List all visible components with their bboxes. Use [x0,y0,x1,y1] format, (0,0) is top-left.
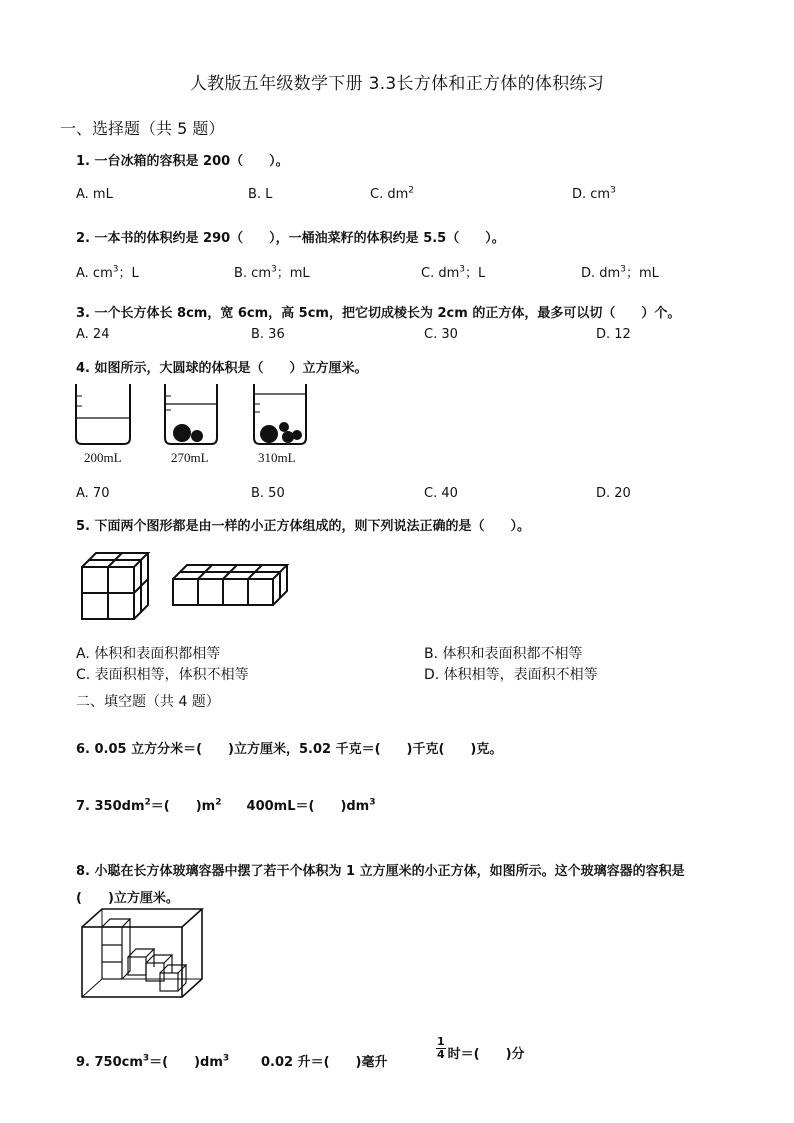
q7-part2-pre: 400mL＝( )dm [246,799,370,814]
q9-part1-post: ＝( )dm [149,1055,223,1070]
question-9-part3 [436,1036,525,1062]
q4-option-d[interactable]: D. 20 [596,486,631,501]
q2-option-c-post: ；L [465,266,486,281]
question-8-line1: 8. 小聪在长方体玻璃容器中摆了若干个体积为 1 立方厘米的小正方体，如图所示。这个玻璃容器的容积是 [76,864,685,879]
question-7 [76,795,376,814]
q3-option-d[interactable]: D. 12 [596,327,631,342]
q2-option-d-pre: D. dm [581,266,621,281]
q1-option-d[interactable] [572,187,616,202]
q1-option-a[interactable]: A. mL [76,187,113,202]
q2-option-c-pre: C. dm [421,266,460,281]
q4-option-b[interactable]: B. 50 [251,486,285,501]
beaker-label-3: 310mL [258,450,296,465]
superscript-3: 3 [610,185,616,196]
question-9-part2: 0.02 升＝( )毫升 [261,1055,388,1070]
question-1-stem: 1. 一台冰箱的容积是 200（ ）。 [76,154,289,169]
q1-option-d-text: D. cm [572,187,611,202]
q2-option-d-post: ；mL [625,266,659,281]
superscript-3: 3 [142,1053,150,1064]
q5-option-b[interactable]: B. 体积和表面积都不相等 [424,646,583,662]
superscript-2: 2 [215,797,222,808]
q2-option-b[interactable] [234,262,310,281]
cube-figures [76,545,296,625]
q4-option-a[interactable]: A. 70 [76,486,110,501]
q5-option-a[interactable]: A. 体积和表面积都相等 [76,646,221,662]
question-8-line2: ( )立方厘米。 [76,891,179,906]
superscript-3: 3 [369,797,376,808]
beaker-310ml [254,384,306,444]
superscript-2: 2 [408,185,414,196]
question-4-stem: 4. 如图所示，大圆球的体积是（ ）立方厘米。 [76,361,368,376]
q7-part1-post: ＝( )m [150,799,216,814]
question-6: 6. 0.05 立方分米＝( )立方厘米，5.02 千克＝( )千克( )克。 [76,742,503,757]
superscript-3: 3 [112,264,119,275]
cube-stack-2x2x2 [82,553,148,619]
beaker-label-2: 270mL [171,450,209,465]
q5-option-d[interactable]: D. 体积相等，表面积不相等 [424,667,598,683]
beaker-label-1: 200mL [84,450,122,465]
q7-part1-pre: 7. 350dm [76,799,145,814]
q2-option-a-pre: A. cm [76,266,113,281]
q5-option-c[interactable]: C. 表面积相等，体积不相等 [76,667,249,683]
question-2-stem: 2. 一本书的体积约是 290（ ），一桶油菜籽的体积约是 5.5（ ）。 [76,231,505,246]
q2-option-d[interactable] [581,262,659,281]
q2-option-b-post: ；mL [276,266,310,281]
fraction-numerator: 1 [437,1035,445,1048]
q4-option-c[interactable]: C. 40 [424,486,458,501]
q9-part1-pre: 9. 750cm [76,1055,143,1070]
superscript-3: 3 [271,264,277,275]
cube-row-1x4x2 [173,565,287,605]
q2-option-b-pre: B. cm [234,266,271,281]
fraction-one-quarter [436,1036,446,1061]
q2-option-a[interactable] [76,262,139,281]
question-9-part1 [76,1051,229,1070]
superscript-3: 3 [620,264,626,275]
q1-option-c[interactable] [370,187,414,202]
superscript-3: 3 [222,1053,230,1064]
fraction-denominator: 4 [437,1048,445,1061]
q3-option-b[interactable]: B. 36 [251,327,285,342]
question-3-stem: 3. 一个长方体长 8cm，宽 6cm，高 5cm，把它切成棱长为 2cm 的正方体，最多可以切（ ）个。 [76,306,681,321]
question-5-stem: 5. 下面两个图形都是由一样的小正方体组成的，则下列说法正确的是（ ）。 [76,519,531,534]
section-heading-fill: 二、填空题（共 4 题） [76,694,220,710]
q1-option-c-text: C. dm [370,187,409,202]
q2-option-c[interactable] [421,262,485,281]
superscript-2: 2 [144,797,151,808]
page-title: 人教版五年级数学下册 3.3长方体和正方体的体积练习 [189,74,605,94]
beaker-200ml [76,384,130,444]
glass-container-figure [76,905,206,1000]
q3-option-c[interactable]: C. 30 [424,327,458,342]
section-heading-choice: 一、选择题（共 5 题） [60,119,225,138]
q9-part3-post: 时＝( )分 [447,1047,525,1062]
q2-option-a-post: ；L [118,266,139,281]
superscript-3: 3 [459,264,465,275]
q1-option-b[interactable]: B. L [248,187,273,202]
q3-option-a[interactable]: A. 24 [76,327,110,342]
beaker-270ml [165,384,217,444]
